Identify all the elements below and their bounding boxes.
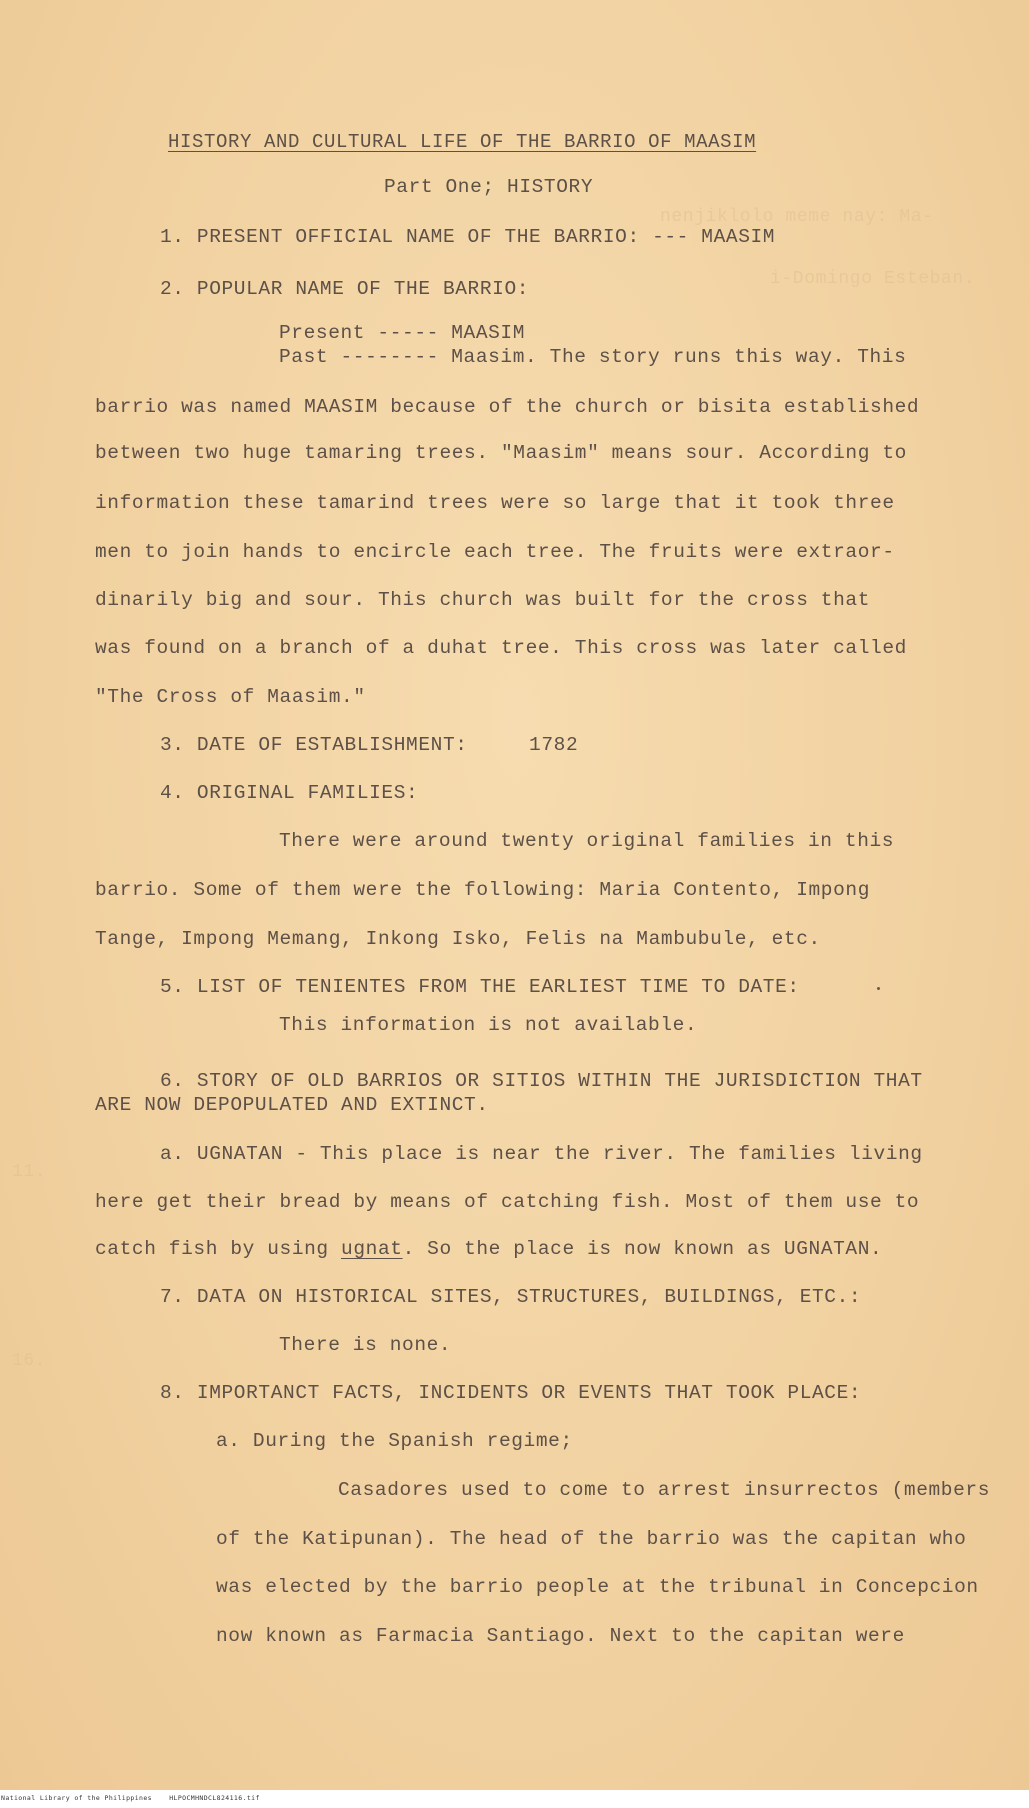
paragraph-line: of the Katipunan). The head of the barrio was the capitan who [216, 1528, 967, 1550]
paragraph-line: ARE NOW DEPOPULATED AND EXTINCT. [95, 1094, 489, 1116]
paragraph-line: Casadores used to come to arrest insurrectos (members [338, 1479, 991, 1501]
item-4-original-families: 4. ORIGINAL FAMILIES: [160, 782, 419, 804]
paragraph-line: men to join hands to encircle each tree. The fruits were extraor- [95, 541, 895, 563]
paragraph-line: Tange, Impong Memang, Inkong Isko, Felis na Mambubule, etc. [95, 928, 821, 950]
present-name-line: Present ----- MAASIM [279, 322, 526, 344]
paragraph-line: barrio. Some of them were the following: Maria Contento, Impong [95, 879, 871, 901]
item-1-official-name: 1. PRESENT OFFICIAL NAME OF THE BARRIO: --- MAASIM [160, 226, 776, 248]
item-8-important-facts: 8. IMPORTANCT FACTS, INCIDENTS OR EVENTS THAT TOOK PLACE: [160, 1382, 862, 1404]
underlined-word: ugnat [341, 1238, 403, 1260]
item-2-popular-name: 2. POPULAR NAME OF THE BARRIO: [160, 278, 530, 300]
paragraph-line: There is none. [279, 1334, 452, 1356]
paragraph-line: barrio was named MAASIM because of the church or bisita established [95, 396, 920, 418]
paragraph-line: "The Cross of Maasim." [95, 686, 366, 708]
scan-footer-text: National Library of the Philippines HLPOCMHNDCL824116.tif [1, 1794, 260, 1802]
bleed-through-text: i-Domingo Esteban. [770, 269, 976, 289]
paragraph-line: This information is not available. [279, 1014, 698, 1036]
ink-dot [877, 987, 880, 990]
bleed-through-text: 11. [12, 1162, 47, 1182]
part-heading: Part One; HISTORY [384, 176, 594, 198]
paragraph-line: information these tamarind trees were so large that it took three [95, 492, 895, 514]
paragraph-line: catch fish by using ugnat. So the place is now known as UGNATAN. [95, 1238, 883, 1260]
item-6-old-barrios: 6. STORY OF OLD BARRIOS OR SITIOS WITHIN THE JURISDICTION THAT [160, 1070, 923, 1092]
paragraph-line: was found on a branch of a duhat tree. This cross was later called [95, 637, 907, 659]
sub-item-spanish-regime: a. During the Spanish regime; [216, 1430, 573, 1452]
bleed-through-text: nenjiklolo meme nay: Ma- [660, 207, 934, 227]
item-5-tenientes: 5. LIST OF TENIENTES FROM THE EARLIEST TIME TO DATE: [160, 976, 800, 998]
bleed-through-text: 16. [12, 1351, 47, 1371]
paragraph-line: here get their bread by means of catching fish. Most of them use to [95, 1191, 920, 1213]
paragraph-line: now known as Farmacia Santiago. Next to the capitan were [216, 1625, 905, 1647]
paragraph-line: There were around twenty original families in this [279, 830, 895, 852]
item-7-historical-sites: 7. DATA ON HISTORICAL SITES, STRUCTURES, BUILDINGS, ETC.: [160, 1286, 862, 1308]
paragraph-line: dinarily big and sour. This church was built for the cross that [95, 589, 871, 611]
item-3-date-established: 3. DATE OF ESTABLISHMENT: 1782 [160, 734, 579, 756]
sub-item-ugnatan: a. UGNATAN - This place is near the river. The families living [160, 1143, 923, 1165]
paragraph-line: between two huge tamaring trees. "Maasim" means sour. According to [95, 442, 907, 464]
past-name-line: Past -------- Maasim. The story runs this way. This [279, 346, 907, 368]
page-title: HISTORY AND CULTURAL LIFE OF THE BARRIO OF MAASIM [168, 131, 757, 153]
paragraph-line: was elected by the barrio people at the tribunal in Concepcion [216, 1576, 979, 1598]
